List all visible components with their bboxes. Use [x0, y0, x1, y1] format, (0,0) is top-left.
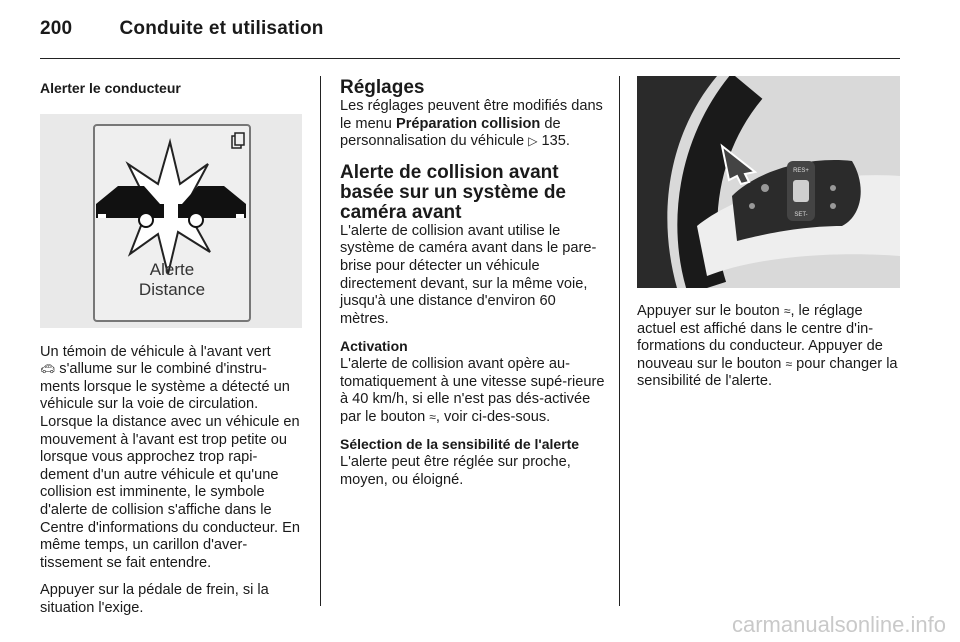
svg-text:SET-: SET-	[794, 212, 808, 218]
paragraph-settings: Les réglages peuvent être modifiés dans le menu Préparation collision de personnalisation du véhicule ▷ 135.	[340, 98, 603, 150]
heading-front-camera-alert: Alerte de collision avant basée sur un système de caméra avant	[340, 161, 566, 223]
svg-text:RES+: RES+	[793, 168, 809, 174]
column-divider-1	[320, 76, 321, 606]
collision-alert-button-icon: ≈	[783, 304, 791, 318]
paragraph-sensitivity: L'alerte peut être réglée sur proche, moyen, ou éloigné.	[340, 453, 571, 488]
paragraph-brake: Appuyer sur la pédale de frein, si la situation l'exige.	[40, 582, 269, 616]
paragraph-activation: L'alerte de collision avant opère au-tomatiquement à une vitesse supé-rieure à 40 km/h, si elle n'est pas dés-activée par le bouton ≈, voir ci-des-sous.	[340, 355, 605, 425]
watermark: carmanualsonline.info	[731, 612, 946, 637]
figure-steering-wheel	[637, 76, 900, 288]
collision-alert-button-icon: ≈	[785, 356, 793, 371]
collision-alert-button-icon: ≈	[429, 409, 436, 424]
manual-book-icon	[232, 133, 244, 148]
paragraph-button-press: Appuyer sur le bouton ≈, le réglage actuel est affiché dans le centre d'in-formations du conducteur. Appuyer de nouveau sur le bouton ≈ pour changer la sensibilité de l'alerte.	[637, 303, 898, 390]
steering-wheel-controls-icon	[637, 76, 900, 288]
paragraph-camera-alert: L'alerte de collision avant utilise le système de caméra avant dans le pare-brise pour détecter un véhicule directement devant, sur la même voie, jusqu'à une distance d'environ 60 mètres.	[340, 222, 597, 327]
header-rule	[40, 58, 900, 59]
page-header	[40, 18, 324, 40]
page-number: 200	[40, 18, 73, 39]
heading-settings: Réglages	[340, 77, 425, 98]
column-3	[637, 303, 903, 391]
paragraph-alert-description: Un témoin de véhicule à l'avant vert 🚗︎ s'allume sur le combiné d'instru-ments lorsque le système a détecté un véhicule sur la voie de circulation. Lorsque la distance avec un véhicule en mouvement à l'avant est trop petite ou lorsque vous approchez trop rapi-dement d'un autre véhicule et qu'une collision est imminente, le symbole d'alerte de collision s'affiche dans le Centre d'informations du conducteur. En même temps, un carillon d'aver-tissement se fait entendre.	[40, 343, 300, 571]
figure-distance-alert	[40, 114, 302, 328]
subheading-sensitivity: Sélection de la sensibilité de l'alerte	[340, 436, 580, 453]
subheading-alert-driver: Alerter le conducteur	[40, 80, 181, 96]
page-reference-arrow-icon: ▷	[528, 134, 538, 149]
column-2	[340, 78, 606, 489]
column-divider-2	[619, 76, 620, 606]
subheading-activation: Activation	[340, 338, 408, 355]
page-title: Conduite et utilisation	[119, 18, 324, 39]
column-1	[40, 80, 306, 618]
alert-distance-label: Alerte Distance	[138, 259, 206, 299]
car-icon: 🚗︎	[40, 362, 56, 377]
